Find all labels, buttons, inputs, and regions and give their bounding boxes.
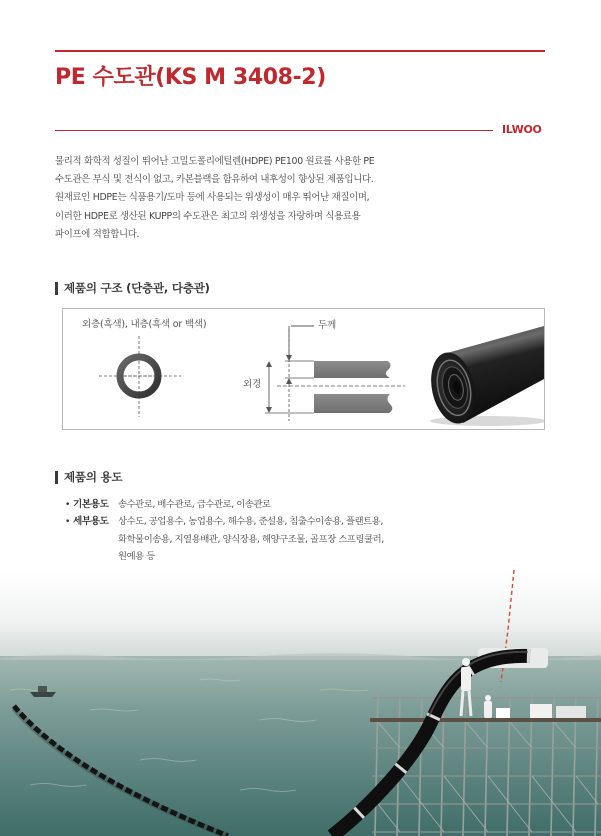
intro-paragraph: [55, 153, 374, 244]
basic-usage-label: 기본용도: [73, 499, 109, 510]
pipe-wall-bottom: [314, 394, 392, 413]
bullet-icon: •: [65, 500, 70, 510]
boat-cabin: [38, 686, 47, 692]
worker: [484, 695, 492, 718]
intro-line: 물리적 화학적 성질이 뛰어난 고밀도폴리에틸렌(HDPE) PE100 원료를 사용한 PE: [55, 156, 375, 167]
intro-line: 원재료인 HDPE는 식품용기/도마 등에 사용되는 위생성이 매우 뛰어난 재질이며,: [55, 192, 370, 204]
usage-heading: 제품의 용도: [64, 470, 123, 484]
marine-installation-photo: [0, 570, 601, 836]
worker-leg: [461, 691, 463, 716]
layer-label: 외층(흑색), 내층(흑색 or 백색): [82, 319, 207, 330]
thickness-label: 두께: [318, 320, 336, 331]
structure-diagram-box: [62, 308, 545, 430]
detail-usage-label: 세부용도: [73, 516, 109, 527]
detail-usage-line: 원예용 등: [118, 551, 155, 562]
worker-leg: [469, 691, 471, 716]
diameter-arrow-head: [266, 361, 272, 367]
intro-line: 수도관은 부식 및 전식이 없고, 카본블랙을 함유하여 내후성이 향상된 제품입니다.: [55, 174, 374, 186]
structure-heading: 제품의 구조 (단층관, 다층관): [64, 281, 210, 295]
scaffold-deck: [370, 718, 601, 722]
intro-line: 이러한 HDPE로 생산된 KUPP의 수도관은 최고의 위생성을 자랑하며 식용료용: [55, 210, 361, 222]
worker-body: [484, 701, 492, 718]
section-bar-icon: [55, 471, 58, 484]
page-title: PE 수도관(KS M 3408-2): [55, 65, 326, 90]
detail-usage-line: 화학물이송용, 지열용배관, 양식장용, 해양구조물, 골프장 스프링쿨러,: [118, 534, 384, 545]
deck-box: [496, 708, 510, 718]
deck-container: [530, 704, 552, 718]
bullet-icon: •: [65, 517, 70, 527]
thickness-arrow-head: [286, 355, 292, 361]
boat-hull: [30, 692, 56, 697]
sea-surface: [0, 656, 601, 836]
worker-body: [461, 667, 471, 691]
diameter-arrow-head: [266, 407, 272, 413]
intro-line: 파이프에 적합합니다.: [55, 228, 140, 240]
basic-usage-text: 송수관로, 배수관로, 급수관로, 이송관로: [118, 499, 271, 510]
detail-usage-line: 상수도, 공업용수, 농업용수, 해수용, 준설용, 침출수이송용, 플랜트용,: [118, 516, 383, 527]
outer-diameter-label: 외경: [243, 379, 261, 390]
worker-head: [462, 658, 470, 666]
deck-container: [556, 706, 586, 718]
top-rule: [55, 50, 545, 52]
thickness-arrow-head: [286, 378, 292, 384]
pipe-wall-top: [314, 361, 391, 378]
worker-head: [485, 695, 491, 701]
title-underline: [55, 130, 493, 131]
section-bar-icon: [55, 282, 58, 295]
brand-logo: ILWOO: [502, 123, 542, 136]
